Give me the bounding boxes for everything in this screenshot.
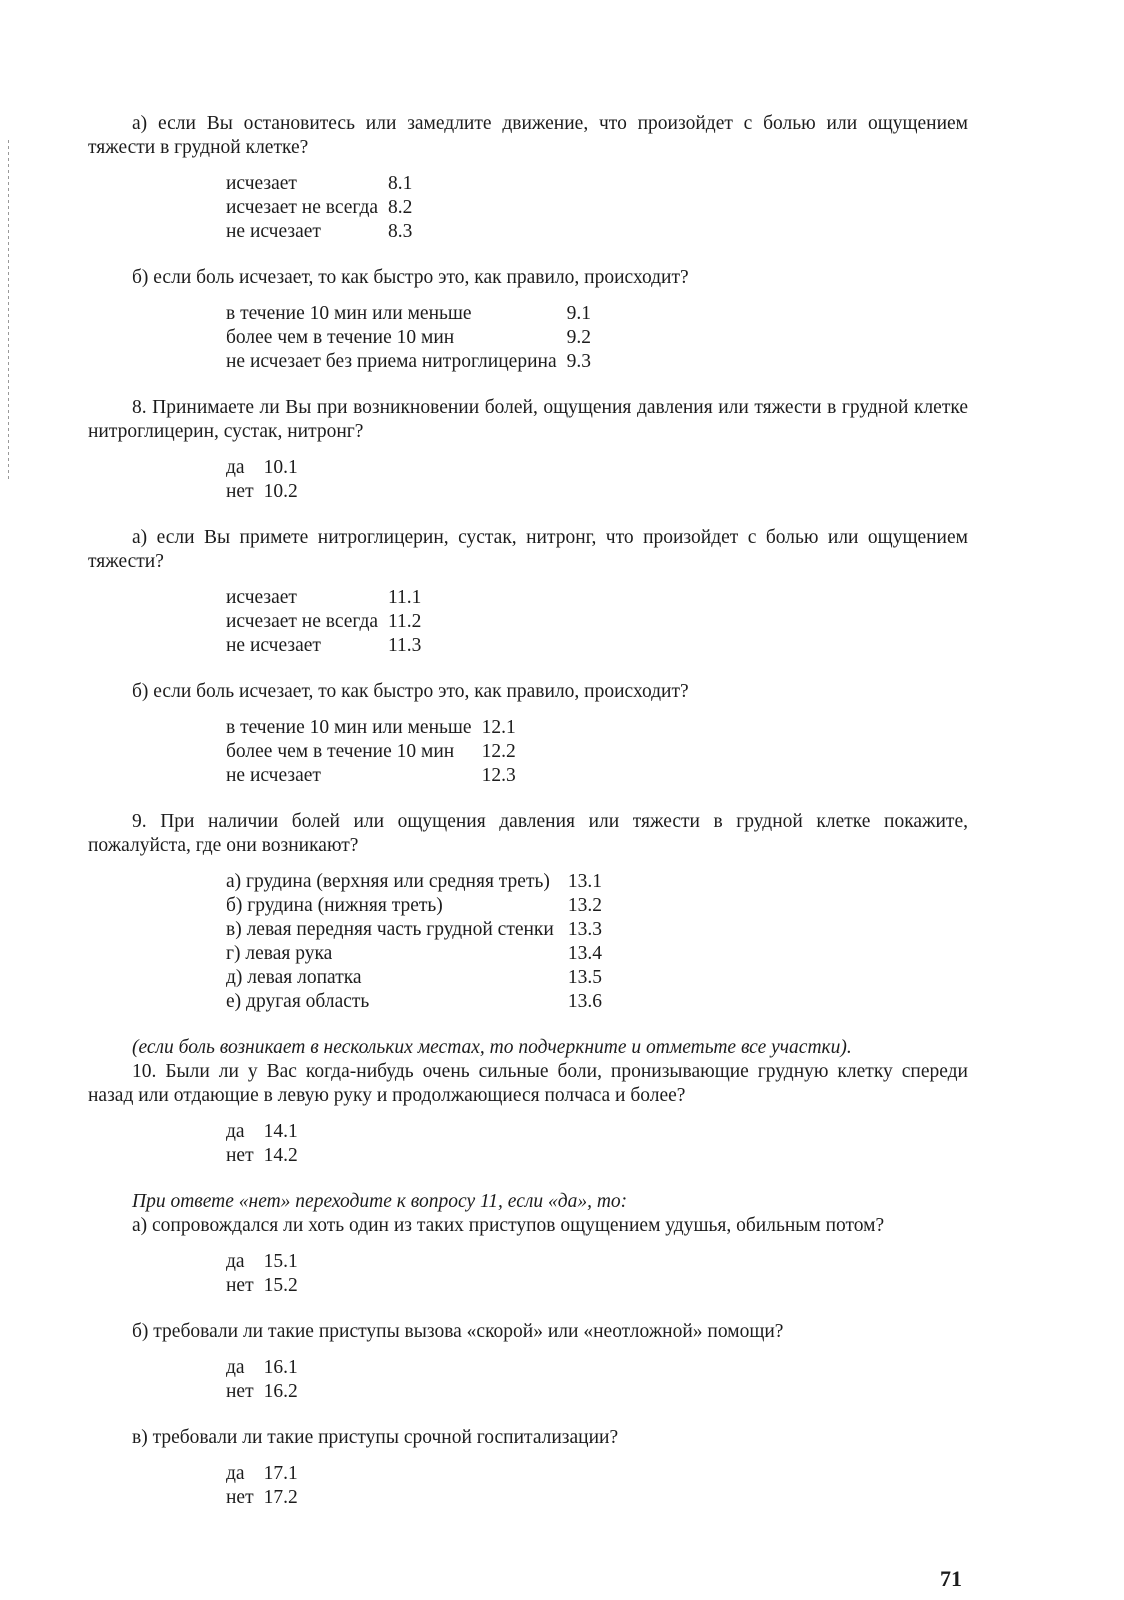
option-label: а) грудина (верхняя или средняя треть) [226, 871, 550, 892]
question-text: 8. Принимаете ли Вы при возникновении болей, ощущения давления или тяжести в грудной клетке нитроглицерин, сустак, нитронг? [88, 397, 968, 442]
answer-option [226, 196, 412, 220]
option-label: не исчезает [226, 635, 321, 656]
option-label: да [226, 1121, 245, 1142]
answer-option [226, 1356, 298, 1380]
answer-option [226, 918, 602, 942]
option-code: 17.2 [263, 1487, 298, 1508]
option-label: исчезает [226, 173, 297, 194]
answer-option [226, 326, 591, 350]
answer-option [226, 1144, 298, 1168]
option-label: исчезает [226, 587, 297, 608]
option-code: 9.3 [566, 351, 591, 372]
option-label: д) левая лопатка [226, 967, 362, 988]
answer-option [226, 220, 412, 244]
question-text: б) если боль исчезает, то как быстро это, как правило, происходит? [132, 267, 689, 288]
option-label: г) левая рука [226, 943, 333, 964]
option-code: 13.2 [567, 895, 602, 916]
document-page [88, 112, 968, 1510]
option-code: 8.1 [388, 173, 413, 194]
option-code: 8.3 [388, 221, 413, 242]
question-text: б) требовали ли такие приступы вызова «скорой» или «неотложной» помощи? [132, 1321, 784, 1342]
answer-option [226, 350, 591, 374]
answer-option [226, 456, 298, 480]
option-code: 10.1 [263, 457, 298, 478]
answer-option [226, 480, 298, 504]
answer-option [226, 1250, 298, 1274]
answer-options [226, 302, 591, 374]
option-label: нет [226, 481, 254, 502]
option-code: 8.2 [388, 197, 413, 218]
option-label: не исчезает [226, 765, 321, 786]
option-code: 11.1 [388, 587, 422, 608]
option-label: исчезает не всегда [226, 197, 379, 218]
option-code: 13.3 [567, 919, 602, 940]
option-label: исчезает не всегда [226, 611, 379, 632]
question-text: б) если боль исчезает, то как быстро это, как правило, происходит? [132, 681, 689, 702]
option-code: 13.6 [567, 991, 602, 1012]
answer-option [226, 990, 602, 1014]
option-label: нет [226, 1145, 254, 1166]
option-code: 12.2 [481, 741, 516, 762]
answer-options [226, 1356, 298, 1404]
question-text: а) сопровождался ли хоть один из таких приступов ощущением удушья, обильным потом? [132, 1215, 885, 1236]
answer-options [226, 456, 298, 504]
answer-option [226, 172, 412, 196]
option-label: более чем в течение 10 мин [226, 327, 455, 348]
question-text: а) если Вы примете нитроглицерин, сустак, нитронг, что произойдет с болью или ощущением тяжести? [88, 527, 968, 572]
option-label: нет [226, 1487, 254, 1508]
answer-option [226, 740, 516, 764]
answer-option [226, 1486, 298, 1510]
option-label: нет [226, 1275, 254, 1296]
option-label: не исчезает [226, 221, 321, 242]
option-label: да [226, 1357, 245, 1378]
option-code: 9.2 [566, 327, 591, 348]
question-text: 10. Были ли у Вас когда-нибудь очень сильные боли, пронизывающие грудную клетку спереди назад или отдающие в левую руку и продолжающиеся полчаса и более? [88, 1061, 968, 1106]
option-label: в течение 10 мин или меньше [226, 717, 472, 738]
answer-options [226, 716, 516, 788]
option-label: более чем в течение 10 мин [226, 741, 455, 762]
answer-option [226, 764, 516, 788]
answer-option [226, 634, 421, 658]
answer-options [226, 1120, 298, 1168]
option-code: 15.2 [263, 1275, 298, 1296]
option-code: 17.1 [263, 1463, 298, 1484]
answer-option [226, 716, 516, 740]
option-code: 9.1 [566, 303, 591, 324]
answer-options [226, 1250, 298, 1298]
option-code: 15.1 [263, 1251, 298, 1272]
option-code: 14.2 [263, 1145, 298, 1166]
option-code: 11.2 [388, 611, 422, 632]
option-code: 13.4 [567, 943, 602, 964]
option-code: 16.1 [263, 1357, 298, 1378]
option-label: да [226, 457, 245, 478]
answer-option [226, 1462, 298, 1486]
answer-option [226, 302, 591, 326]
answer-option [226, 942, 602, 966]
answer-option [226, 1380, 298, 1404]
answer-options [226, 586, 421, 658]
option-code: 13.1 [567, 871, 602, 892]
answer-option [226, 610, 421, 634]
answer-option [226, 870, 602, 894]
margin-mark [8, 140, 9, 480]
answer-options [226, 870, 602, 1014]
question-text: При ответе «нет» переходите к вопросу 11, если «да», то: [132, 1191, 628, 1212]
answer-option [226, 1120, 298, 1144]
option-label: да [226, 1463, 245, 1484]
question-text: (если боль возникает в нескольких местах, то подчеркните и отметьте все участки). [132, 1037, 852, 1058]
option-label: нет [226, 1381, 254, 1402]
option-label: е) другая область [226, 991, 370, 1012]
question-text: 9. При наличии болей или ощущения давления или тяжести в грудной клетке покажите, пожалуйста, где они возникают? [88, 811, 968, 856]
option-label: не исчезает без приема нитроглицерина [226, 351, 557, 372]
option-label: да [226, 1251, 245, 1272]
option-code: 16.2 [263, 1381, 298, 1402]
answer-option [226, 1274, 298, 1298]
answer-options [226, 1462, 298, 1510]
option-code: 13.5 [567, 967, 602, 988]
answer-option [226, 894, 602, 918]
question-text: в) требовали ли такие приступы срочной госпитализации? [132, 1427, 619, 1448]
answer-option [226, 586, 421, 610]
answer-options [226, 172, 412, 244]
option-label: в течение 10 мин или меньше [226, 303, 472, 324]
option-code: 10.2 [263, 481, 298, 502]
option-code: 12.3 [481, 765, 516, 786]
question-text: а) если Вы остановитесь или замедлите движение, что произойдет с болью или ощущением тяжести в грудной клетке? [88, 113, 968, 158]
answer-option [226, 966, 602, 990]
option-code: 12.1 [481, 717, 516, 738]
page-number: 71 [940, 1566, 962, 1591]
option-label: в) левая передняя часть грудной стенки [226, 919, 554, 940]
option-code: 11.3 [388, 635, 422, 656]
option-label: б) грудина (нижняя треть) [226, 895, 443, 916]
option-code: 14.1 [263, 1121, 298, 1142]
